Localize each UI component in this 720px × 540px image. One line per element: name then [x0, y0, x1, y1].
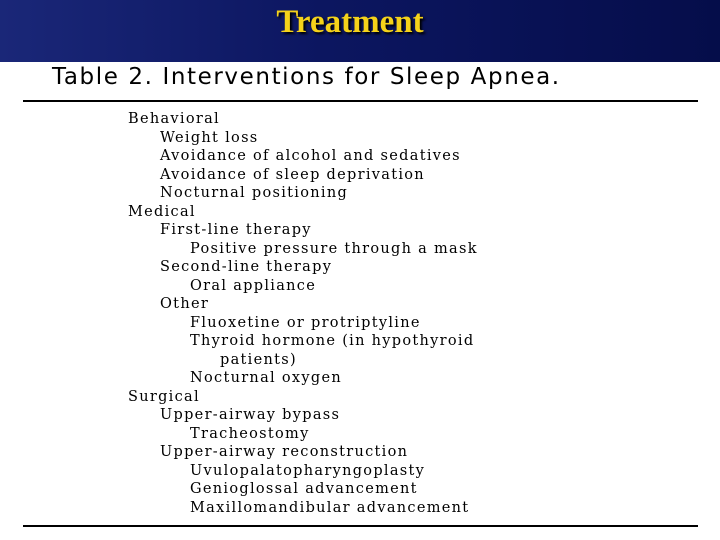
list-item: Oral appliance: [190, 277, 317, 294]
list-item: First-line therapy: [160, 222, 312, 238]
bottom-rule: [23, 525, 698, 527]
table-title: Table 2. Interventions for Sleep Apnea.: [52, 64, 561, 90]
list-item: Maxillomandibular advancement: [190, 499, 470, 516]
list-item: Fluoxetine or protriptyline: [190, 314, 421, 331]
list-item: Thyroid hormone (in hypothyroid: [190, 333, 475, 349]
list-item: Weight loss: [160, 129, 259, 146]
list-item: Positive pressure through a mask: [190, 240, 478, 257]
list-item: Nocturnal oxygen: [190, 370, 342, 386]
list-item: Other: [160, 296, 210, 312]
list-item: Upper-airway bypass: [160, 407, 341, 423]
interventions-list: [128, 110, 688, 517]
category-surgical: Surgical: [128, 388, 200, 405]
list-item: Upper-airway reconstruction: [160, 444, 409, 460]
list-item: Avoidance of sleep deprivation: [160, 166, 425, 183]
category-medical: Medical: [128, 203, 196, 220]
list-item: Genioglossal advancement: [190, 481, 418, 497]
list-item: Uvulopalatopharyngoplasty: [190, 462, 426, 479]
list-item: Second-line therapy: [160, 259, 333, 275]
category-behavioral: Behavioral: [128, 111, 220, 127]
title-bar: [0, 0, 720, 62]
list-item: Avoidance of alcohol and sedatives: [160, 148, 461, 164]
list-item: patients): [220, 351, 297, 368]
list-item: Tracheostomy: [190, 425, 310, 442]
top-rule: [23, 100, 698, 102]
list-item: Nocturnal positioning: [160, 185, 349, 201]
slide-title: Treatment: [276, 4, 424, 40]
